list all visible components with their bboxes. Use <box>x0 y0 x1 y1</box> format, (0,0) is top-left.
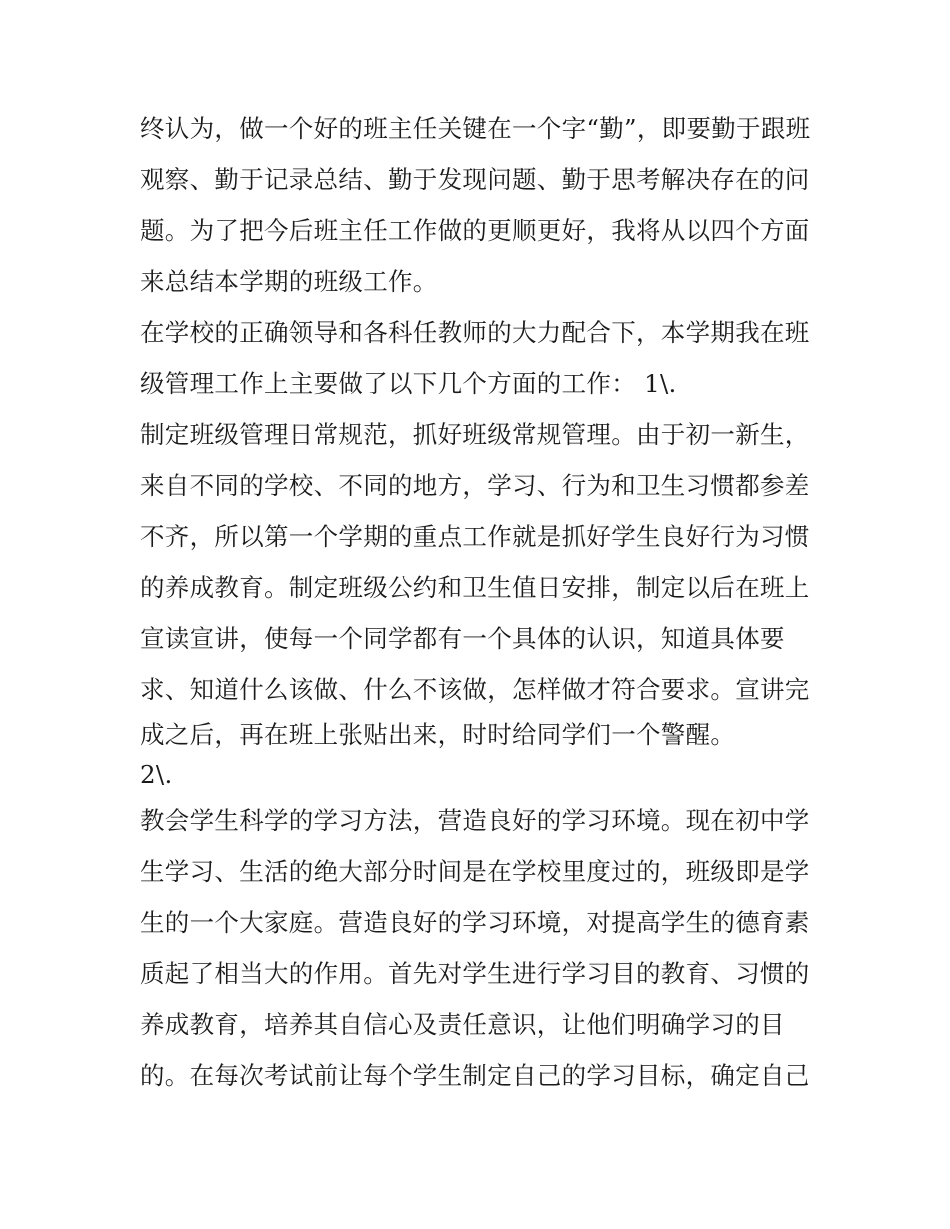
text-line: 题。为了把今后班主任工作做的更顺更好，我将从以四个方面 <box>140 216 810 245</box>
text-line: 教会学生科学的学习方法，营造良好的学习环境。现在初中学 <box>140 806 810 835</box>
text-line: 养成教育，培养其自信心及责任意识，让他们明确学习的目 <box>140 1010 785 1039</box>
text-line: 的养成教育。制定班级公约和卫生值日安排，制定以后在班上 <box>140 573 810 602</box>
text-line: 终认为，做一个好的班主任关键在一个字“勤”，即要勤于跟班 <box>140 114 811 143</box>
text-line: 生学习、生活的绝大部分时间是在学校里度过的，班级即是学 <box>140 857 810 886</box>
text-line: 生的一个大家庭。营造良好的学习环境，对提高学生的德育素 <box>140 908 810 937</box>
text-line: 级管理工作上主要做了以下几个方面的工作： 1\. <box>140 369 677 398</box>
text-line: 来总结本学期的班级工作。 <box>140 267 438 296</box>
text-line: 在学校的正确领导和各科任教师的大力配合下，本学期我在班 <box>140 318 810 347</box>
text-line: 不齐，所以第一个学期的重点工作就是抓好学生良好行为习惯 <box>140 522 810 551</box>
text-line: 2\. <box>140 760 173 789</box>
document-body <box>140 103 820 1101</box>
text-line: 质起了相当大的作用。首先对学生进行学习目的教育、习惯的 <box>140 959 810 988</box>
text-line: 制定班级管理日常规范，抓好班级常规管理。由于初一新生， <box>140 420 810 449</box>
text-line: 成之后，再在班上张贴出来，时时给同学们一个警醒。 <box>140 720 736 749</box>
text-line: 观察、勤于记录总结、勤于发现问题、勤于思考解决存在的问 <box>140 165 810 194</box>
text-line: 的。在每次考试前让每个学生制定自己的学习目标，确定自己 <box>140 1061 810 1090</box>
text-line: 宣读宣讲，使每一个同学都有一个具体的认识，知道具体要 <box>140 624 785 653</box>
text-line: 来自不同的学校、不同的地方，学习、行为和卫生习惯都参差 <box>140 471 810 500</box>
text-line: 求、知道什么该做、什么不该做，怎样做才符合要求。宣讲完 <box>140 675 810 704</box>
